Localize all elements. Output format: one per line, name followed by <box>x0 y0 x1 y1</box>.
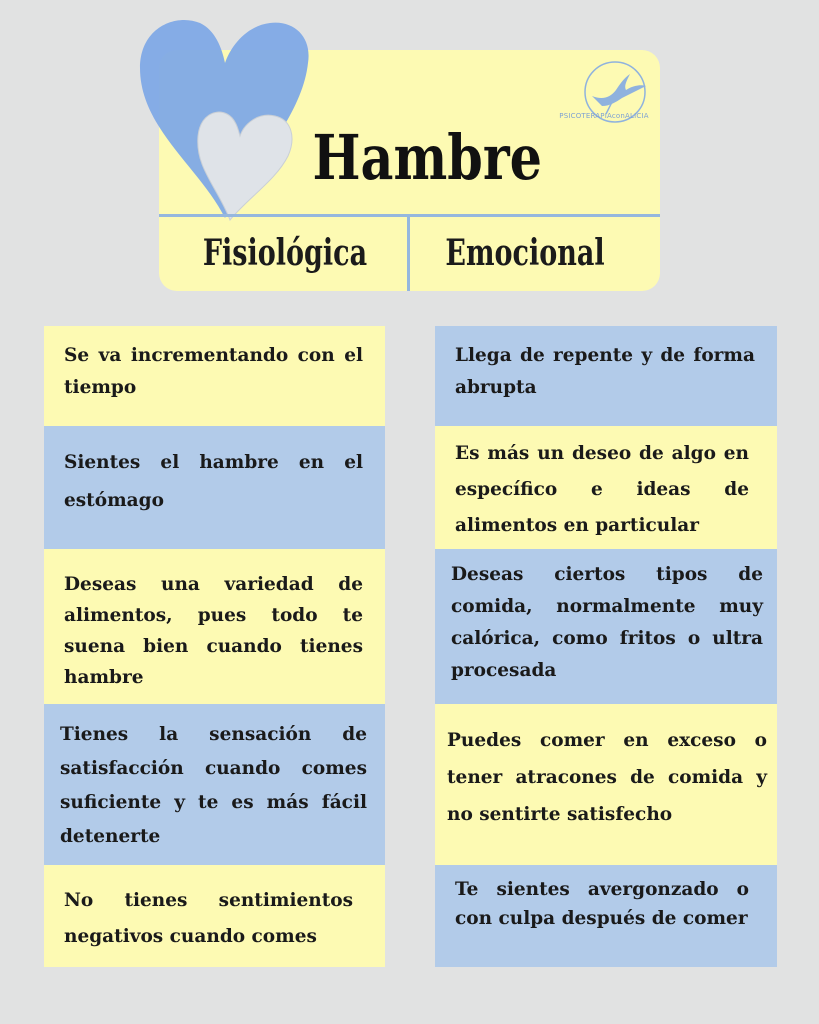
emocional-row-2-text: Es más un deseo de algo en específico e ideas de alimentos en particular <box>455 443 749 536</box>
fisiologica-row-4 <box>44 704 385 865</box>
fisiologica-row-3-text: Deseas una variedad de alimentos, pues todo te suena bien cuando tienes hambre <box>64 574 363 688</box>
fisiologica-row-1-text: Se va incrementando con el tiempo <box>64 345 363 398</box>
fisiologica-row-5 <box>44 865 385 967</box>
fisiologica-row-5-text: No tienes sentimientos negativos cuando comes <box>64 890 353 947</box>
column-label-emocional: Emocional <box>445 232 605 274</box>
emocional-row-5-text: Te sientes avergonzado o con culpa después de comer <box>455 879 749 929</box>
hearts-icon <box>130 8 320 228</box>
small-heart-icon <box>198 112 292 220</box>
fisiologica-row-3 <box>44 549 385 704</box>
logo-text: PSICOTERAPIAconALICIA <box>559 112 649 120</box>
fisiologica-row-2 <box>44 426 385 549</box>
emocional-row-3 <box>435 549 777 704</box>
fisiologica-row-1 <box>44 326 385 426</box>
emocional-row-3-text: Deseas ciertos tipos de comida, normalmente muy calórica, como fritos o ultra procesada <box>451 564 763 681</box>
emocional-row-4 <box>435 704 777 865</box>
fisiologica-row-4-text: Tienes la sensación de satisfacción cuando comes suficiente y te es más fácil detenerte <box>60 724 367 847</box>
emocional-row-4-text: Puedes comer en exceso o tener atracones de comida y no sentirte satisfecho <box>447 730 767 825</box>
column-divider <box>407 216 410 291</box>
emocional-row-1 <box>435 326 777 426</box>
fisiologica-row-2-text: Sientes el hambre en el estómago <box>64 452 363 511</box>
emocional-row-1-text: Llega de repente y de forma abrupta <box>455 345 755 398</box>
emocional-row-5 <box>435 865 777 967</box>
page-title: Hambre <box>312 121 542 194</box>
emocional-row-2 <box>435 426 777 549</box>
column-label-fisiologica: Fisiológica <box>202 232 368 274</box>
